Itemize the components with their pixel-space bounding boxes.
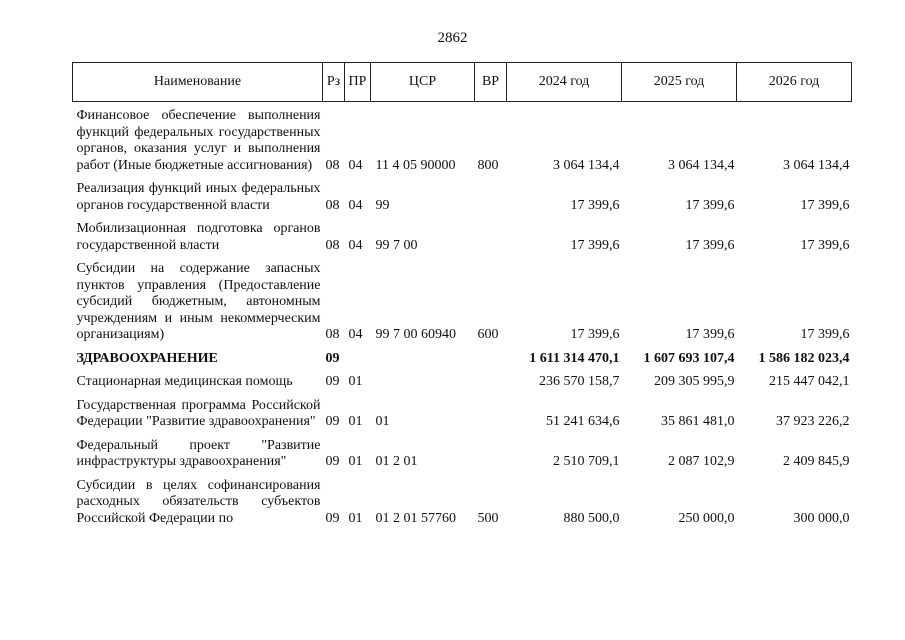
row-2024: 880 500,0 — [563, 510, 620, 526]
row-csr — [371, 368, 475, 392]
row-2026: 17 399,6 — [800, 197, 850, 213]
row-pr — [345, 345, 371, 369]
row-rz: 08 — [325, 157, 340, 173]
header-rz: Рз — [323, 63, 345, 102]
row-name: Государственная программа Российской Федерации "Развитие здравоохранения" — [76, 397, 321, 429]
row-2026: 17 399,6 — [800, 327, 850, 342]
row-rz: 08 — [325, 197, 340, 213]
table-row — [73, 392, 852, 432]
row-pr: 04 — [348, 197, 363, 213]
row-name: Субсидии в целях софинансирования расходных обязательств субъектов Российской Федерации по — [76, 477, 321, 526]
table-row — [73, 368, 852, 392]
row-2026: 2 409 845,9 — [783, 454, 850, 469]
row-rz: 09 — [325, 350, 340, 366]
header-csr: ЦСР — [371, 63, 475, 102]
row-csr: 01 2 01 — [375, 454, 418, 469]
row-name: Федеральный проект "Развитие инфраструктуры здравоохранения" — [76, 437, 321, 469]
row-csr: 99 — [375, 197, 390, 213]
table-row — [73, 432, 852, 472]
row-2024: 17 399,6 — [570, 197, 620, 213]
row-pr: 01 — [348, 510, 363, 526]
row-2024: 3 064 134,4 — [553, 157, 620, 173]
row-pr: 04 — [348, 237, 363, 253]
row-rz: 08 — [325, 327, 340, 342]
row-rz: 09 — [325, 510, 340, 526]
row-name: Субсидии на содержание запасных пунктов управления (Предоставление субсидий бюджетным, автономным учреждениям и иным некоммерческим организациям) — [76, 261, 321, 342]
row-csr: 01 — [375, 414, 390, 429]
row-csr: 99 7 00 60940 — [375, 327, 456, 342]
row-csr: 11 4 05 90000 — [375, 157, 456, 173]
row-2025: 2 087 102,9 — [668, 454, 735, 469]
row-2025: 3 064 134,4 — [668, 157, 735, 173]
header-vr: ВР — [475, 63, 507, 102]
row-2026: 37 923 226,2 — [776, 414, 850, 429]
row-2025: 35 861 481,0 — [661, 414, 735, 429]
row-csr: 99 7 00 — [375, 237, 418, 253]
row-vr — [475, 368, 507, 392]
table-row — [73, 255, 852, 345]
header-pr: ПР — [345, 63, 371, 102]
row-2024: 2 510 709,1 — [553, 454, 620, 469]
budget-table — [72, 62, 852, 528]
row-csr: 01 2 01 57760 — [375, 510, 456, 526]
row-2025: 17 399,6 — [685, 327, 735, 342]
header-2026: 2026 год — [737, 63, 852, 102]
table-row — [73, 102, 852, 176]
row-name: Финансовое обеспечение выполнения функций федеральных государственных органов, оказания услуг и выполнения работ (Иные бюджетные ассигнования) — [76, 108, 321, 173]
row-vr: 600 — [477, 327, 499, 342]
table-row — [73, 175, 852, 215]
row-2026: 17 399,6 — [800, 237, 850, 253]
row-2024: 17 399,6 — [570, 237, 620, 253]
row-vr — [475, 215, 507, 255]
row-2024: 17 399,6 — [570, 327, 620, 342]
row-2026: 1 586 182 023,4 — [758, 350, 850, 366]
row-2025: 209 305 995,9 — [654, 374, 735, 389]
row-2026: 3 064 134,4 — [783, 157, 850, 173]
header-2025: 2025 год — [622, 63, 737, 102]
row-rz: 09 — [325, 454, 340, 469]
row-2024: 236 570 158,7 — [539, 374, 620, 389]
row-pr: 01 — [348, 374, 363, 389]
row-2026: 215 447 042,1 — [769, 374, 850, 389]
row-name: Стационарная медицинская помощь — [76, 374, 293, 389]
row-pr: 01 — [348, 414, 363, 429]
row-vr — [475, 432, 507, 472]
row-vr: 500 — [477, 510, 499, 526]
row-vr — [475, 392, 507, 432]
row-2025: 250 000,0 — [678, 510, 735, 526]
row-name: Мобилизационная подготовка органов государственной власти — [76, 221, 321, 253]
row-rz: 09 — [325, 414, 340, 429]
table-row — [73, 472, 852, 529]
row-name: Реализация функций иных федеральных органов государственной власти — [76, 181, 321, 213]
row-name: ЗДРАВООХРАНЕНИЕ — [76, 350, 218, 366]
row-rz: 08 — [325, 237, 340, 253]
header-row — [73, 63, 852, 102]
table-row-section — [73, 345, 852, 369]
row-vr — [475, 175, 507, 215]
header-2024: 2024 год — [507, 63, 622, 102]
page-number: 2862 — [437, 30, 468, 46]
row-vr — [475, 345, 507, 369]
row-csr — [371, 345, 475, 369]
row-rz: 09 — [325, 374, 340, 389]
row-2025: 17 399,6 — [685, 197, 735, 213]
header-name: Наименование — [73, 63, 323, 102]
row-pr: 01 — [348, 454, 363, 469]
row-pr: 04 — [348, 157, 363, 173]
row-pr: 04 — [348, 327, 363, 342]
table-row — [73, 215, 852, 255]
row-2025: 17 399,6 — [685, 237, 735, 253]
row-2026: 300 000,0 — [793, 510, 850, 526]
row-vr: 800 — [477, 157, 499, 173]
row-2024: 1 611 314 470,1 — [529, 350, 620, 366]
row-2025: 1 607 693 107,4 — [643, 350, 735, 366]
row-2024: 51 241 634,6 — [546, 414, 620, 429]
